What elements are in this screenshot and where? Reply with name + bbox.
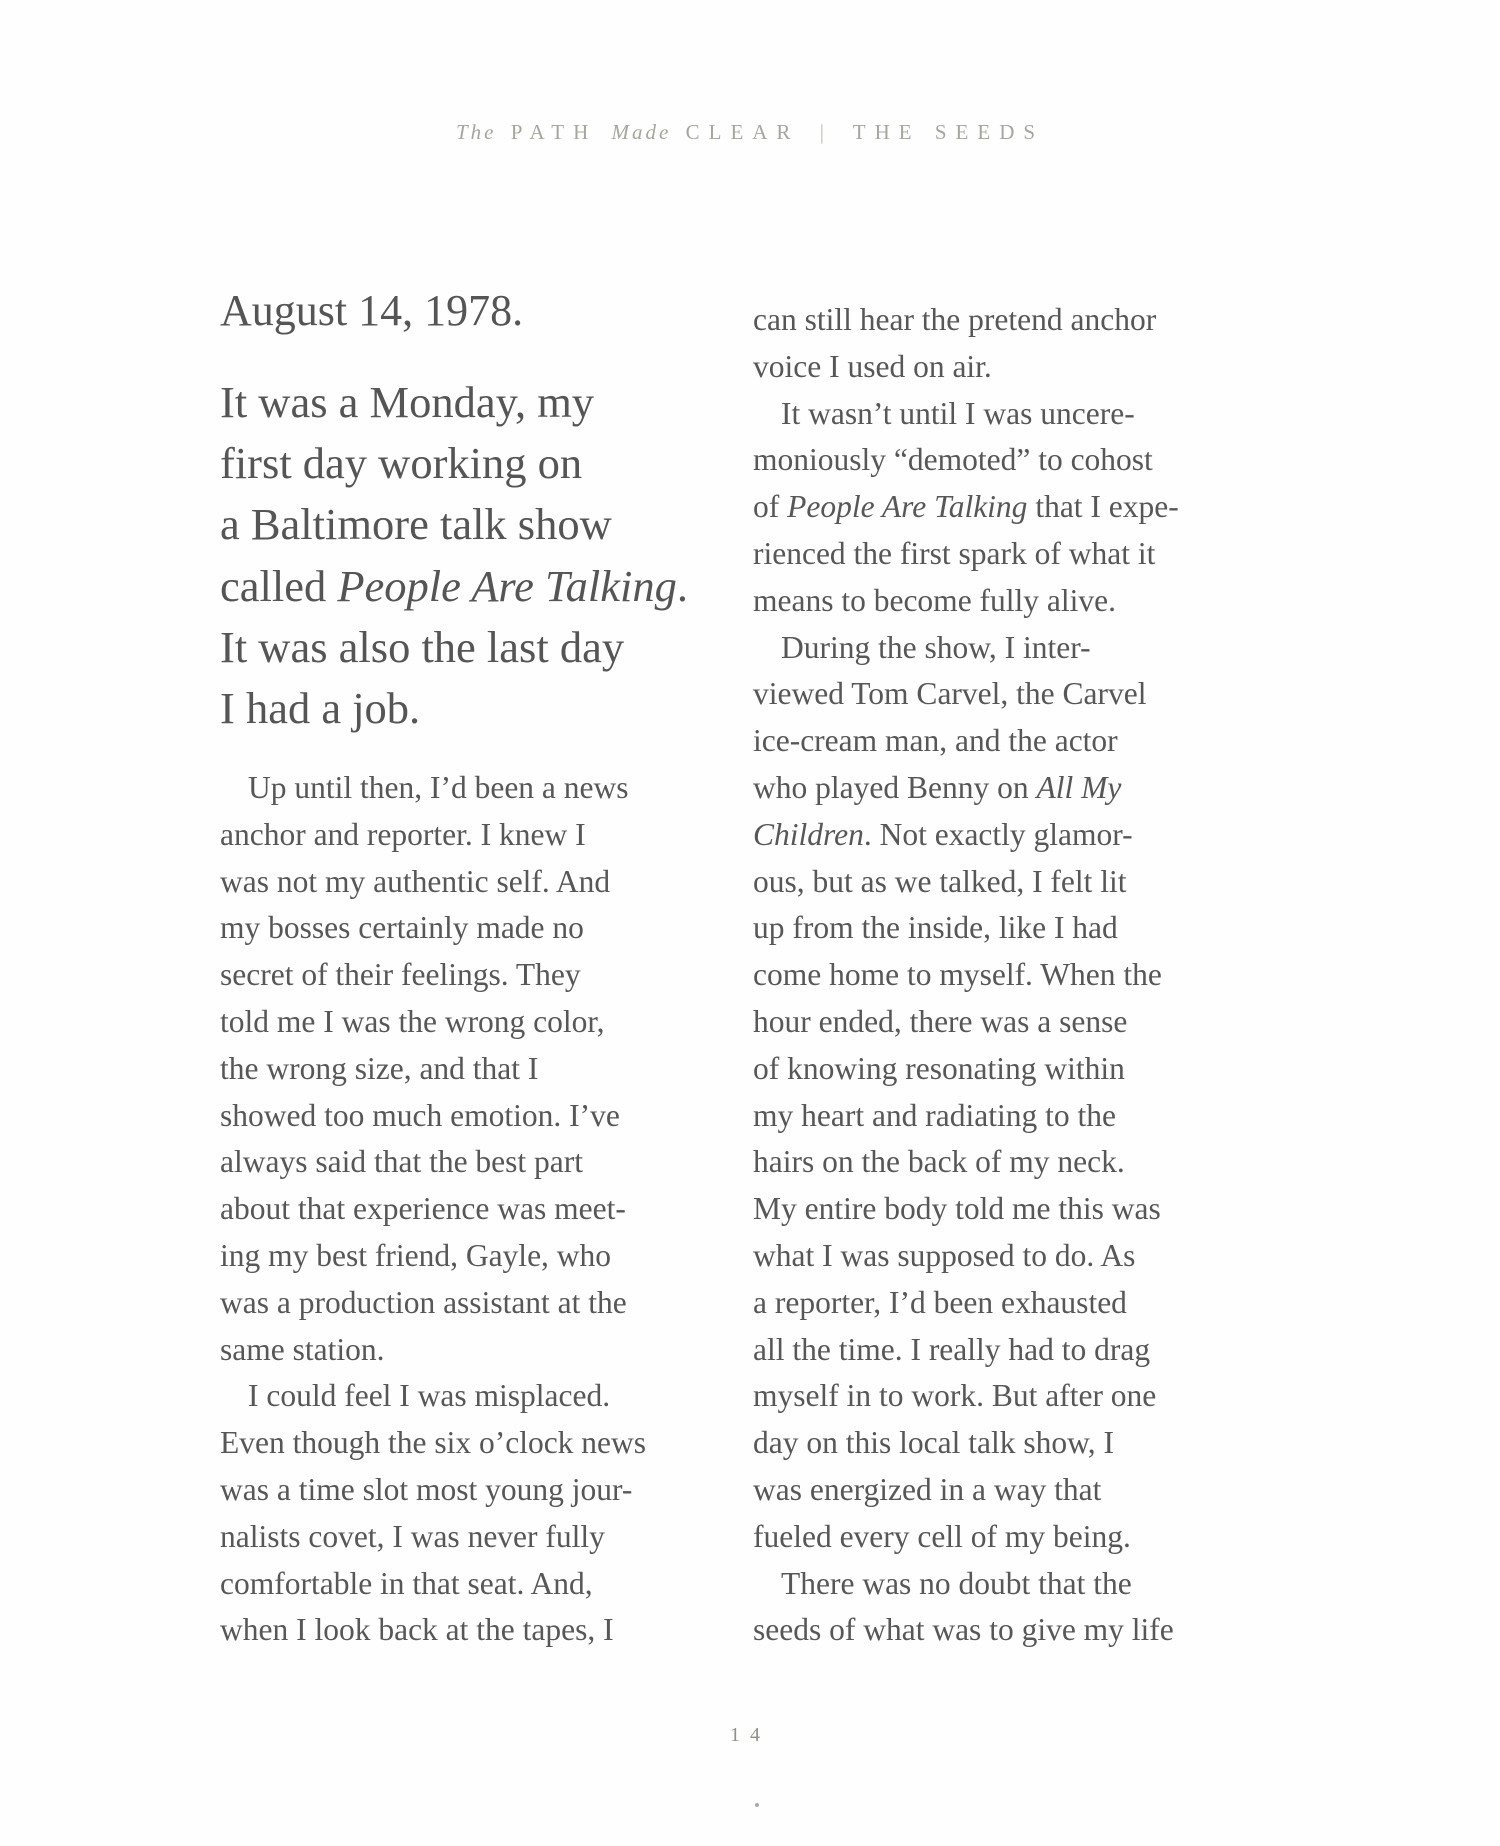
text-line: There was no doubt that the — [781, 1565, 1132, 1601]
date-heading: August 14, 1978. — [220, 286, 524, 335]
text-line: my bosses certainly made no — [220, 910, 584, 946]
page-number: 14 — [730, 1724, 770, 1746]
text-line: viewed Tom Carvel, the Carvel — [753, 676, 1147, 712]
text-line: always said that the best part — [220, 1144, 584, 1180]
text-line: showed too much emotion. I’ve — [220, 1097, 620, 1133]
italic-title: People Are Talking — [337, 560, 677, 611]
text-line: moniously “demoted” to cohost — [753, 442, 1153, 478]
text-line: ing my best friend, Gayle, who — [220, 1237, 612, 1273]
text-line: told me I was the wrong color, — [220, 1003, 605, 1039]
text-line: Even though the six o’clock news — [220, 1425, 647, 1461]
text-line: was not my authentic self. And — [220, 863, 611, 899]
text-line: can still hear the pretend anchor — [753, 302, 1157, 337]
heading-line: It was also the last day — [220, 621, 625, 672]
running-head-separator: | — [819, 120, 833, 144]
right-column-body — [753, 297, 1179, 1654]
text-line — [753, 812, 1179, 859]
running-head-section: THE SEEDS — [852, 120, 1045, 144]
text-line: same station. — [220, 1331, 385, 1367]
text-line: seeds of what was to give my life — [753, 1612, 1174, 1648]
heading-line — [220, 556, 688, 617]
text-line: all the time. I really had to drag — [753, 1331, 1151, 1367]
heading-line: a Baltimore talk show — [220, 499, 612, 550]
text-line — [753, 765, 1179, 812]
text-line: was energized in a way that — [753, 1471, 1102, 1507]
text-line: fueled every cell of my being. — [753, 1518, 1131, 1554]
text-line: the wrong size, and that I — [220, 1050, 539, 1086]
line-text: . Not exactly glamor- — [863, 816, 1133, 852]
text-line: what I was supposed to do. As — [753, 1237, 1136, 1273]
heading-line: first day working on — [220, 438, 583, 489]
running-head-the: The — [455, 120, 497, 144]
scan-speck — [755, 1803, 759, 1807]
text-line: ice-cream man, and the actor — [753, 723, 1118, 759]
text-line: I could feel I was misplaced. — [248, 1378, 611, 1414]
line-text: who played Benny on — [753, 769, 1037, 805]
text-line: means to become fully alive. — [753, 582, 1117, 618]
text-line: secret of their feelings. They — [220, 957, 581, 993]
line-text: called — [220, 560, 338, 611]
text-line: of knowing resonating within — [753, 1050, 1125, 1086]
text-line — [753, 484, 1179, 531]
text-line: was a production assistant at the — [220, 1284, 627, 1320]
running-head-clear: CLEAR — [685, 120, 800, 144]
heading-line: It was a Monday, my — [220, 377, 595, 427]
running-head-made: Made — [611, 120, 672, 144]
text-line: anchor and reporter. I knew I — [220, 816, 586, 852]
text-line: ous, but as we talked, I felt lit — [753, 863, 1127, 899]
line-text: . — [676, 560, 688, 611]
line-text: of — [753, 489, 788, 525]
italic-title: People Are Talking — [787, 489, 1028, 525]
text-line: rienced the first spark of what it — [753, 535, 1156, 571]
text-line: hairs on the back of my neck. — [753, 1144, 1125, 1180]
running-head-path: PATH — [510, 120, 598, 144]
line-text: that I expe- — [1027, 489, 1179, 525]
text-line: was a time slot most young jour- — [220, 1471, 633, 1507]
text-line: about that experience was meet- — [220, 1191, 626, 1227]
text-line: day on this local talk show, I — [753, 1425, 1115, 1461]
intro-heading — [220, 372, 688, 739]
text-line: up from the inside, like I had — [753, 910, 1118, 946]
text-line: hour ended, there was a sense — [753, 1003, 1128, 1039]
text-line: come home to myself. When the — [753, 957, 1162, 993]
text-line: when I look back at the tapes, I — [220, 1612, 614, 1648]
text-line: voice I used on air. — [753, 348, 992, 384]
text-line: nalists covet, I was never fully — [220, 1518, 605, 1554]
text-line: my heart and radiating to the — [753, 1097, 1117, 1133]
text-line: a reporter, I’d been exhausted — [753, 1284, 1127, 1320]
italic-title: Children — [753, 816, 864, 852]
italic-title: All My — [1036, 769, 1122, 805]
text-line: Up until then, I’d been a news — [248, 770, 629, 805]
text-line: It wasn’t until I was uncere- — [781, 395, 1135, 431]
running-head — [0, 120, 1500, 145]
text-line: During the show, I inter- — [781, 629, 1091, 665]
left-column-body — [220, 765, 646, 1654]
text-line: myself in to work. But after one — [753, 1378, 1157, 1414]
heading-line: I had a job. — [220, 683, 421, 734]
text-line: comfortable in that seat. And, — [220, 1565, 593, 1601]
text-line: My entire body told me this was — [753, 1191, 1161, 1227]
